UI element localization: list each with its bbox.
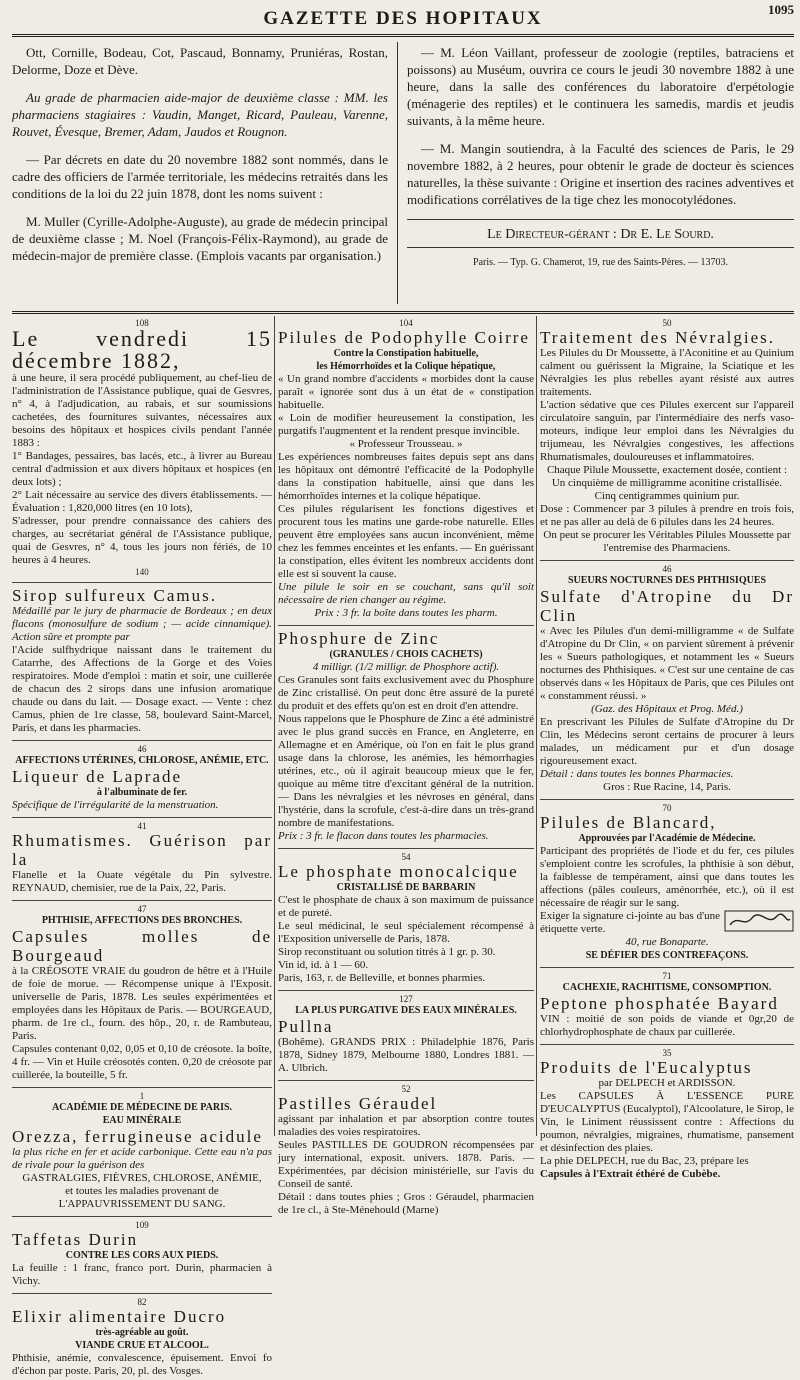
ad-body: Une pilule le soir en se couchant, sans qu'il soit nécessaire de rien changer au régime. bbox=[278, 581, 534, 606]
ad-subtitle: CRISTALLISÉ DE BARBARIN bbox=[336, 882, 476, 893]
ad-separator bbox=[278, 848, 534, 849]
ad-price: Prix : 3 fr. la boîte dans toutes les pharm. bbox=[314, 607, 498, 619]
ad-quote: « Un grand nombre d'accidents « morbides dont la cause paraît « ignorée sont dus à un état de « constipation habituelle. bbox=[278, 373, 534, 411]
ad-bourgeaud bbox=[12, 904, 272, 1084]
ad-subtitle: à l'albuminate de fer. bbox=[96, 787, 188, 798]
ad-subtitle: les Hémorrhoïdes et la Colique hépatique, bbox=[316, 361, 496, 372]
ad-heading: LA PLUS PURGATIVE DES EAUX MINÉRALES. bbox=[295, 1005, 517, 1016]
section-rule bbox=[12, 311, 794, 314]
ad-separator bbox=[540, 967, 794, 968]
ad-body: Médaillé par le jury de pharmacie de Bordeaux ; en deux flacons (monosulfure de sodium ; — acide cinnamique). Action sûre et prompte par bbox=[12, 605, 272, 643]
ad-number: 108 bbox=[135, 318, 149, 328]
news-paragraph: M. Muller (Cyrille-Adolphe-Auguste), au grade de médecin principal de deuxième classe ; M. Noel (François-Félix-Raymond), au grade de médecin-major de première classe. (Emplois vacants par organisation.) bbox=[12, 214, 388, 263]
ad-body: Ces Granules sont faits exclusivement avec du Phosphure de Zinc cristallisé. On peut donc être assuré de la pureté du produit et des effets qu'on est en droit d'en attendre. bbox=[278, 674, 534, 712]
ad-title: Sirop sulfureux Camus. bbox=[12, 586, 218, 605]
ad-body: C'est le phosphate de chaux à son maximum de puissance et de pureté. bbox=[278, 894, 534, 919]
ad-number: 50 bbox=[662, 318, 672, 328]
ad-body: Phthisie, anémie, convalescence, épuisement. Envoi fo d'échon par poste. Paris, 20, pl. des Vosges. bbox=[12, 1352, 272, 1377]
ad-body: La feuille : 1 franc, franco port. Durin, pharmacien à Vichy. bbox=[12, 1262, 272, 1287]
ad-number: 140 bbox=[135, 567, 149, 577]
news-paragraph: Ott, Cornille, Bodeau, Cot, Pascaud, Bonnamy, Pruniéras, Rostan, Delorme, Doze et Dève. bbox=[12, 45, 388, 77]
news-paragraph: — Par décrets en date du 20 novembre 1882 sont nommés, dans le cadre des officiers de l'armée territoriale, les médecins retraités dans les conditions de la loi du 22 juin 1878, dont les noms suivent : bbox=[12, 152, 388, 201]
ad-title: Pullna bbox=[278, 1017, 334, 1036]
ad-body: Participant des propriétés de l'iode et du fer, ces pilules s'emploient contre les scrofules, la phthisie à son début, la faiblesse de tempérament, ainsi que dans toutes les affections (pâles couleurs, aménorrhée, etc.), où il est nécessaire de réagir sur le sang. bbox=[540, 845, 794, 909]
ad-adjudication bbox=[12, 318, 272, 579]
ad-body: l'Acide sulfhydrique naissant dans le traitement du Catarrhe, des Affections de la Gorge et des Voies respiratoires. Mode d'emploi : matin et soir, une cuillerée de chacun des 2 sirops dans une infusion aromatique chaude ou dans du lait. — Dosage exact. — Vente : chez Camus, phien de 1re classe, 58, boulevard Saint-Marcel, Paris, et dans les pharmacies. bbox=[12, 644, 272, 734]
ad-body: Flanelle et la Ouate végétale du Pin sylvestre. REYNAUD, chemisier, rue de la Paix, 22, Paris. bbox=[12, 869, 272, 894]
ad-laprade bbox=[12, 744, 272, 814]
ad-heading: ACADÉMIE DE MÉDECINE DE PARIS. bbox=[51, 1102, 233, 1113]
ad-body: Sirop reconstituant ou solution titrés à 1 gr. p. 30. bbox=[278, 946, 496, 958]
news-paragraph: — M. Léon Vaillant, professeur de zoologie (reptiles, batraciens et poissons) au Muséum, ouvrira ce cours le jeudi 30 novembre 1882 à une heure, dans la salle des conférences du laboratoire d'erpétologie (ménagerie des reptiles) et le continuera les samedis, mardis et jeudis suivants, à la même heure. bbox=[407, 45, 794, 128]
ad-number: 46 bbox=[137, 744, 147, 754]
ad-body: Ces pilules régularisent les fonctions digestives et procurent tous les matins une garde-robe naturelle. Elles peuvent être employées sans aucun inconvénient, même chez les femmes enceintes et les enfants. — En guérissant la constipation, elles évitent les nombreux accidents dont elle est si souvent la cause. bbox=[278, 503, 534, 580]
ad-body: Chaque Pilule Moussette, exactement dosée, contient : Un cinquième de milligramme aconitine cristallisée. Cinq centigrammes quinium pur. bbox=[546, 464, 788, 502]
ad-separator bbox=[12, 1293, 272, 1294]
signature-image bbox=[724, 910, 794, 932]
ad-body: Seules PASTILLES DE GOUDRON récompensées par jury international, exposit. univers. 1878. Paris. — Expérimentées, par décision ministérielle, sur l'avis du Conseil de santé. bbox=[278, 1139, 534, 1190]
ad-nevralgies bbox=[540, 318, 794, 557]
ad-body: On peut se procurer les Véritables Pilules Moussette par l'entremise des Pharmaciens. bbox=[543, 529, 791, 554]
news-column-left bbox=[12, 44, 388, 275]
ad-title: Sulfate d'Atropine du Dr Clin bbox=[540, 587, 794, 625]
ad-title: Rhumatismes. Guérison par la bbox=[12, 831, 272, 869]
ad-separator bbox=[278, 1080, 534, 1081]
news-paragraph: Au grade de pharmacien aide-major de deuxième classe : MM. les pharmaciens stagiaires : Vaudin, Manget, Ricard, Pauleau, Varenne, Rouvet, Évesque, Bremer, Adam, Jaudos et Rougnon. bbox=[12, 90, 388, 139]
ad-taffetas bbox=[12, 1220, 272, 1290]
ad-number: 104 bbox=[399, 318, 413, 328]
ad-title: Le phosphate monocalcique bbox=[278, 862, 519, 881]
ad-atropine bbox=[540, 564, 794, 796]
column-divider bbox=[397, 42, 398, 304]
ad-number: 1 bbox=[139, 1091, 145, 1101]
ad-blancard bbox=[540, 803, 794, 964]
ad-heading: SUEURS NOCTURNES DES PHTHISIQUES bbox=[567, 575, 767, 586]
director-line: Le Directeur-gérant : Dr E. Le Sourd. bbox=[407, 219, 794, 248]
ad-body: Nous rappelons que le Phosphure de Zinc a été administré avec le plus grand succès en France, en Angleterre, en Allemagne et en Amérique, où l'on en fait le plus grand usage dans la chlorose, les anémies, les hémorrhagies utérines, etc., où il agirait beaucoup mieux que le fer, quoique au même titre d'excitant général de la nutrition. — Dans les névralgies et les névroses en général, dans l'hystérie, dans la scrofule, c'est-à-dire dans un très-grand nombre de manifestations. bbox=[278, 713, 534, 829]
header-rule bbox=[12, 34, 794, 37]
ad-geraudel bbox=[278, 1084, 534, 1219]
ad-phosphate bbox=[278, 852, 534, 987]
ad-orezza bbox=[12, 1091, 272, 1213]
ad-number: 52 bbox=[401, 1084, 411, 1094]
ad-separator bbox=[278, 625, 534, 626]
ad-item: 2° Lait nécessaire au service des divers établissements. — Évaluation : 1,820,000 litres (en 10 lots), bbox=[12, 489, 272, 514]
ad-side-note: très-agréable au goût. bbox=[95, 1327, 189, 1338]
ad-subtitle: Contre la Constipation habituelle, bbox=[333, 348, 479, 359]
news-paragraph: — M. Mangin soutiendra, à la Faculté des sciences de Paris, le 29 novembre 1882, à 2 heures, pour obtenir le grade de docteur ès sciences naturelles, la thèse suivante : Origine et insertion des racines adventives et modifications corrélatives de la tige chez les monocotylédones. bbox=[407, 141, 794, 207]
ad-title: Liqueur de Laprade bbox=[12, 767, 183, 786]
ad-number: 70 bbox=[662, 803, 672, 813]
ad-price: Prix : 3 fr. le flacon dans toutes les pharmacies. bbox=[278, 830, 489, 842]
ad-number: 41 bbox=[137, 821, 147, 831]
ad-item: 1° Bandages, pessaires, bas lacés, etc., à livrer au Bureau central d'admission et aux divers hôpitaux et hospices (en deux lots) ; bbox=[12, 450, 272, 488]
ad-subtitle: VIANDE CRUE ET ALCOOL. bbox=[75, 1340, 209, 1351]
ad-separator bbox=[540, 1044, 794, 1045]
ad-heading: AFFECTIONS UTÉRINES, CHLOROSE, ANÉMIE, ETC. bbox=[15, 755, 269, 766]
ad-title: Peptone phosphatée Bayard bbox=[540, 994, 779, 1013]
ad-body: Détail : dans toutes les bonnes Pharmacies. bbox=[540, 768, 734, 780]
ad-body: La phie DELPECH, rue du Bac, 23, prépare les bbox=[540, 1155, 749, 1167]
ad-quote-source: (Gaz. des Hôpitaux et Prog. Méd.) bbox=[591, 703, 743, 715]
ad-number: 46 bbox=[662, 564, 672, 574]
ad-number: 109 bbox=[135, 1220, 149, 1230]
ad-ducro bbox=[12, 1297, 272, 1380]
ad-number: 35 bbox=[662, 1048, 672, 1058]
ad-body: Exiger la signature ci-jointe au bas d'une étiquette verte. bbox=[540, 910, 720, 935]
ad-body: et toutes les maladies provenant de bbox=[65, 1185, 219, 1197]
ad-side-note: (GRANULES / CHOIS CACHETS) bbox=[329, 649, 483, 660]
ad-rhumatismes bbox=[12, 821, 272, 897]
ad-bayard bbox=[540, 971, 794, 1041]
ad-body: L'action sédative que ces Pilules exercent sur l'appareil circulatoire sanguin, par l'intermédiaire des nerfs vaso-moteurs, indique leur emploi dans les Névralgies du trijumeau, les Névralgies congestives, les affections Rhumatismales, douloureuses et inflammatoires. bbox=[540, 399, 794, 463]
ad-body: Détail : dans toutes phies ; Gros : Géraudel, pharmacien de 1re cl., à Ste-Ménehould (Marne) bbox=[278, 1191, 534, 1216]
ad-body: En prescrivant les Pilules de Sulfate d'Atropine du Dr Clin, les Médecins seront certains de procurer à leurs malades, un médicament pur et d'un dosage rigoureusement exact. bbox=[540, 716, 794, 767]
ad-body: Dose : Commencer par 3 pilules à prendre en trois fois, et ne pas aller au delà de 6 pilules dans les 24 heures. bbox=[540, 503, 794, 528]
ad-number: 54 bbox=[401, 852, 411, 862]
ad-separator bbox=[540, 560, 794, 561]
ad-separator bbox=[12, 1087, 272, 1088]
ad-warning: SE DÉFIER DES CONTREFAÇONS. bbox=[585, 950, 749, 961]
ad-title: Phosphure de Zinc bbox=[278, 629, 440, 648]
ad-number: 71 bbox=[662, 971, 672, 981]
journal-title: GAZETTE DES HOPITAUX bbox=[263, 8, 543, 29]
ad-quote: « Loin de modifier heureusement la constipation, les purgatifs l'augmentent et la rendent presque invincible. bbox=[278, 412, 534, 437]
ad-number: 127 bbox=[399, 994, 413, 1004]
ad-body: GASTRALGIES, FIÈVRES, CHLOROSE, ANÉMIE, bbox=[22, 1172, 262, 1184]
ad-body: Capsules contenant 0,02, 0,05 et 0,10 de créosote. la boîte, 4 fr. — Vin et Huile créosotés conten. 0,20 de créosote par cuillerée, la bouteille, 5 fr. bbox=[12, 1043, 272, 1081]
ad-title: Elixir alimentaire Ducro bbox=[12, 1307, 227, 1326]
ad-body: à une heure, il sera procédé publiquement, au chef-lieu de l'administration de l'Assistance publique, quai de Gesvres, n° 4, à l'adjudication, au rabais, et sur soumissions cachetées, des fournitures suivantes, nécessaires aux besoins des hôpitaux et hospices civils pendant l'année 1883 : bbox=[12, 372, 272, 449]
news-column-right bbox=[407, 44, 794, 271]
ad-body: à la CRÉOSOTE VRAIE du goudron de hêtre et à l'Huile de foie de morue. — Récompense unique à l'Exposit. universelle de Paris, 1878. Les seules expérimentées et employées dans les Hôpitaux de Paris. — BOURGEAUD, pharm. de 1re cl., fourn. des hôp., 20, r. de Rambuteau, Paris. bbox=[12, 965, 272, 1042]
ad-body: agissant par inhalation et par absorption contre toutes maladies des voies respiratoires. bbox=[278, 1113, 534, 1138]
ad-subtitle: Approuvées par l'Académie de Médecine. bbox=[578, 833, 756, 844]
ad-sirop-camus bbox=[12, 586, 272, 737]
ad-title: Taffetas Durin bbox=[12, 1230, 139, 1249]
ad-body: VIN : moitié de son poids de viande et 0gr,20 de chlorhydrophosphate de chaux par cuillerée. bbox=[540, 1013, 794, 1038]
ad-title: Capsules molles de Bourgeaud bbox=[12, 927, 272, 965]
ad-separator bbox=[12, 900, 272, 901]
ad-number: 82 bbox=[137, 1297, 147, 1307]
ad-address: 40, rue Bonaparte. bbox=[625, 936, 709, 948]
ad-body: Vin id, id. à 1 — 60. bbox=[278, 959, 369, 971]
ad-body: Le seul médicinal, le seul spécialement récompensé à l'Exposition universelle de Paris, 1878. bbox=[278, 920, 534, 945]
ad-title: Le vendredi 15 décembre 1882, bbox=[12, 326, 272, 373]
ad-separator bbox=[12, 740, 272, 741]
page-number: 1095 bbox=[768, 2, 794, 17]
ad-body: Les expériences nombreuses faites depuis sept ans dans les hôpitaux ont démontré l'efficacité de la Podophylle dans la constipation habituelle, ainsi que dans les hémorrhoïdes internes et la colique hépatique. bbox=[278, 451, 534, 502]
newspaper-page bbox=[12, 0, 794, 1377]
ad-separator bbox=[12, 1216, 272, 1217]
ad-subtitle: 4 milligr. (1/2 milligr. de Phosphore actif). bbox=[312, 661, 500, 673]
ad-separator bbox=[12, 817, 272, 818]
ad-separator bbox=[278, 990, 534, 991]
printer-line: Paris. — Typ. G. Chamerot, 19, rue des Saints-Pères. — 13703. bbox=[473, 257, 728, 268]
ads-column-2 bbox=[278, 318, 534, 1216]
page-header bbox=[12, 2, 794, 36]
ad-number: 47 bbox=[137, 904, 147, 914]
ad-body: Gros : Rue Racine, 14, Paris. bbox=[603, 781, 731, 793]
ad-title: Pilules de Blancard, bbox=[540, 813, 717, 832]
column-divider bbox=[274, 316, 275, 1136]
ad-title: Orezza, ferrugineuse acidule bbox=[12, 1127, 263, 1146]
ad-zinc bbox=[278, 629, 534, 845]
ads-column-1 bbox=[12, 318, 272, 1377]
ads-column-3 bbox=[540, 318, 794, 1180]
ad-body: Capsules à l'Extrait éthéré de Cubèbe. bbox=[540, 1168, 721, 1180]
ad-body: Les Pilules du Dr Moussette, à l'Aconitine et au Quinium calment ou guérissent la Migraine, la Sciatique et les Névralgies les plus rebelles ayant résisté aux autres traitements. bbox=[540, 347, 794, 398]
column-divider bbox=[536, 316, 537, 1136]
ad-body: (Bohême). GRANDS PRIX : Philadelphie 1876, Paris 1878, Sidney 1879, Melbourne 1880, Londres 1881. — A. Ulbrich. bbox=[278, 1036, 534, 1074]
ad-heading: CACHEXIE, RACHITISME, CONSOMPTION. bbox=[562, 982, 772, 993]
ad-quote: « Avec les Pilules d'un demi-milligramme « de Sulfate d'Atropine du Dr Clin, « on parvient sûrement à prévenir les « Sueurs pathologiques, et notamment les « Sueurs nocturnes des Phthisiques. « C'est sur une centaine de cas observés dans « les Hôpitaux de Paris, que ces Pilules ont « constamment réussi. » bbox=[540, 625, 794, 702]
ad-separator bbox=[540, 799, 794, 800]
ad-body: Paris, 163, r. de Belleville, et bonnes pharmies. bbox=[278, 972, 486, 984]
ad-title: Traitement des Névralgies. bbox=[540, 328, 776, 347]
ad-body: Les CAPSULES À L'ESSENCE PURE D'EUCALYPTUS (Eucalyptol), l'Alcoolature, le Sirop, le Vin, le Liniment réussissent contre : Affections du poumon, névralgies, migraines, rhumatisme, pansement et désinfection des plaies. bbox=[540, 1090, 794, 1154]
ad-heading: PHTHISIE, AFFECTIONS DES BRONCHES. bbox=[41, 915, 243, 926]
ad-quote-source: « Professeur Trousseau. » bbox=[349, 438, 463, 450]
ad-body: L'APPAUVRISSEMENT DU SANG. bbox=[58, 1198, 226, 1210]
ad-body: la plus riche en fer et acide carbonique. Cette eau n'a pas de rivale pour la guérison des bbox=[12, 1146, 272, 1171]
ad-pullna bbox=[278, 994, 534, 1077]
ad-podophylle bbox=[278, 318, 534, 622]
ad-body: S'adresser, pour prendre connaissance des cahiers des charges, au secrétariat général de l'Assistance publique, quai de Gesvres, n° 4, tous les jours non fériés, de 10 heures à 4 heures. bbox=[12, 515, 272, 566]
ad-separator bbox=[12, 582, 272, 583]
ad-eucalyptus bbox=[540, 1048, 794, 1183]
ad-title: Produits de l'Eucalyptus bbox=[540, 1058, 753, 1077]
ad-title: Pilules de Podophylle Coirre bbox=[278, 328, 530, 347]
ad-heading: EAU MINÉRALE bbox=[102, 1115, 182, 1126]
ad-body: Spécifique de l'irrégularité de la menstruation. bbox=[12, 799, 219, 811]
ad-title: Pastilles Géraudel bbox=[278, 1094, 438, 1113]
ad-subtitle: par DELPECH et ARDISSON. bbox=[598, 1077, 736, 1089]
ad-side-note: CONTRE LES CORS AUX PIEDS. bbox=[65, 1250, 219, 1261]
